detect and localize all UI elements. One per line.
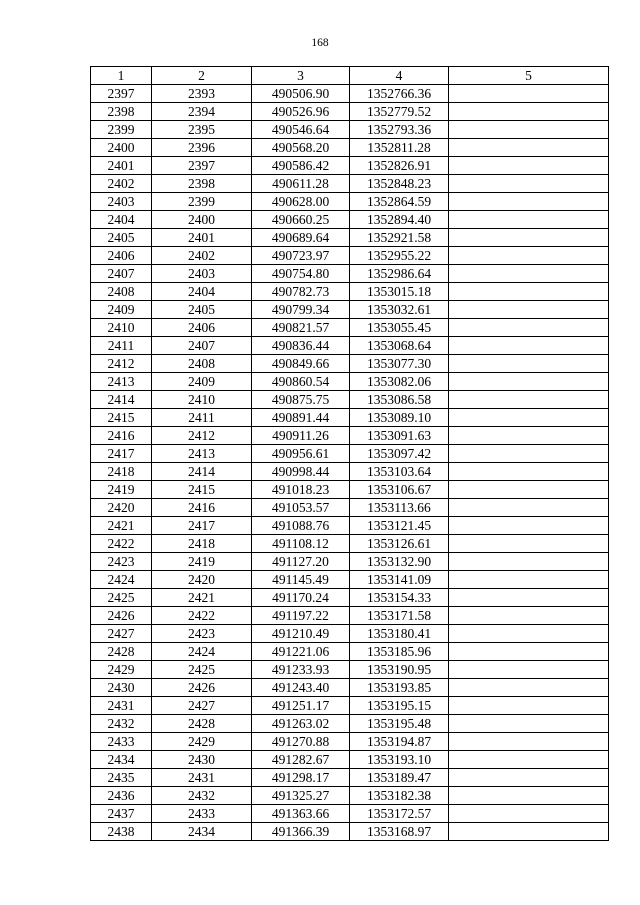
- table-cell-col-2: 2421: [152, 589, 252, 607]
- table-cell-col-4: 1352921.58: [350, 229, 449, 247]
- table-cell-col-2: 2404: [152, 283, 252, 301]
- column-header-1: 1: [91, 67, 152, 85]
- table-row: [91, 733, 609, 751]
- table-row: [91, 175, 609, 193]
- table-cell-col-5: [449, 193, 609, 211]
- page-number: 168: [311, 37, 329, 49]
- table-cell-col-3: 491170.24: [252, 589, 350, 607]
- table-cell-col-5: [449, 85, 609, 103]
- table-cell-col-5: [449, 121, 609, 139]
- table-header-row: [91, 67, 609, 85]
- table-cell-col-2: 2396: [152, 139, 252, 157]
- table-cell-col-2: 2427: [152, 697, 252, 715]
- table-cell-col-5: [449, 355, 609, 373]
- table-cell-col-3: 490568.20: [252, 139, 350, 157]
- table-cell-col-3: 491243.40: [252, 679, 350, 697]
- table-row: [91, 697, 609, 715]
- table-cell-col-1: 2425: [91, 589, 152, 607]
- table-cell-col-4: 1353185.96: [350, 643, 449, 661]
- table-cell-col-3: 490506.90: [252, 85, 350, 103]
- table-cell-col-5: [449, 661, 609, 679]
- table-cell-col-4: 1353154.33: [350, 589, 449, 607]
- table-cell-col-2: 2414: [152, 463, 252, 481]
- table-cell-col-4: 1353180.41: [350, 625, 449, 643]
- table-cell-col-5: [449, 805, 609, 823]
- table-cell-col-3: 490660.25: [252, 211, 350, 229]
- table-cell-col-5: [449, 517, 609, 535]
- table-cell-col-4: 1353015.18: [350, 283, 449, 301]
- table-cell-col-2: 2420: [152, 571, 252, 589]
- table-row: [91, 751, 609, 769]
- table-cell-col-5: [449, 535, 609, 553]
- table-cell-col-5: [449, 337, 609, 355]
- table-cell-col-3: 491263.02: [252, 715, 350, 733]
- table-row: [91, 571, 609, 589]
- table-cell-col-1: 2398: [91, 103, 152, 121]
- table-cell-col-2: 2412: [152, 427, 252, 445]
- table-cell-col-4: 1353141.09: [350, 571, 449, 589]
- table-cell-col-3: 490998.44: [252, 463, 350, 481]
- table-row: [91, 643, 609, 661]
- table-cell-col-4: 1353172.57: [350, 805, 449, 823]
- table-cell-col-1: 2423: [91, 553, 152, 571]
- table-cell-col-1: 2400: [91, 139, 152, 157]
- table-cell-col-4: 1353126.61: [350, 535, 449, 553]
- table-cell-col-2: 2418: [152, 535, 252, 553]
- table-row: [91, 139, 609, 157]
- table-row: [91, 85, 609, 103]
- table-cell-col-1: 2413: [91, 373, 152, 391]
- table-cell-col-2: 2413: [152, 445, 252, 463]
- table-cell-col-5: [449, 679, 609, 697]
- table-cell-col-4: 1353193.10: [350, 751, 449, 769]
- table-row: [91, 607, 609, 625]
- table-cell-col-1: 2426: [91, 607, 152, 625]
- table-cell-col-3: 491221.06: [252, 643, 350, 661]
- table-cell-col-1: 2418: [91, 463, 152, 481]
- table-cell-col-1: 2410: [91, 319, 152, 337]
- table-cell-col-2: 2422: [152, 607, 252, 625]
- table-cell-col-4: 1353103.64: [350, 463, 449, 481]
- table-cell-col-3: 490754.80: [252, 265, 350, 283]
- table-cell-col-4: 1353068.64: [350, 337, 449, 355]
- table-cell-col-5: [449, 175, 609, 193]
- table-row: [91, 157, 609, 175]
- table-cell-col-3: 490956.61: [252, 445, 350, 463]
- table-cell-col-3: 491366.39: [252, 823, 350, 841]
- table-cell-col-2: 2430: [152, 751, 252, 769]
- table-cell-col-4: 1352864.59: [350, 193, 449, 211]
- table-cell-col-2: 2399: [152, 193, 252, 211]
- table-body: [91, 85, 609, 841]
- table-row: [91, 661, 609, 679]
- table-cell-col-3: 490586.42: [252, 157, 350, 175]
- table-cell-col-4: 1353077.30: [350, 355, 449, 373]
- table-cell-col-1: 2399: [91, 121, 152, 139]
- table-cell-col-4: 1353195.48: [350, 715, 449, 733]
- table-cell-col-5: [449, 787, 609, 805]
- table-cell-col-3: 491145.49: [252, 571, 350, 589]
- table-cell-col-5: [449, 139, 609, 157]
- table-cell-col-5: [449, 697, 609, 715]
- table-cell-col-4: 1353193.85: [350, 679, 449, 697]
- table-row: [91, 121, 609, 139]
- table-cell-col-2: 2416: [152, 499, 252, 517]
- table-cell-col-4: 1353113.66: [350, 499, 449, 517]
- table-cell-col-3: 491282.67: [252, 751, 350, 769]
- table-cell-col-3: 490799.34: [252, 301, 350, 319]
- table-cell-col-1: 2420: [91, 499, 152, 517]
- table-cell-col-5: [449, 589, 609, 607]
- table-cell-col-3: 491233.93: [252, 661, 350, 679]
- table-cell-col-3: 490526.96: [252, 103, 350, 121]
- table-cell-col-1: 2430: [91, 679, 152, 697]
- table-cell-col-5: [449, 103, 609, 121]
- table-cell-col-4: 1353055.45: [350, 319, 449, 337]
- table-cell-col-1: 2403: [91, 193, 152, 211]
- table-row: [91, 823, 609, 841]
- table-cell-col-3: 491108.12: [252, 535, 350, 553]
- table-row: [91, 211, 609, 229]
- table-cell-col-3: 491270.88: [252, 733, 350, 751]
- table-row: [91, 463, 609, 481]
- table-cell-col-3: 490782.73: [252, 283, 350, 301]
- table-row: [91, 625, 609, 643]
- table-cell-col-1: 2404: [91, 211, 152, 229]
- table-cell-col-3: 490891.44: [252, 409, 350, 427]
- table-cell-col-2: 2434: [152, 823, 252, 841]
- table-row: [91, 247, 609, 265]
- table-cell-col-4: 1353106.67: [350, 481, 449, 499]
- table-cell-col-4: 1352894.40: [350, 211, 449, 229]
- table-cell-col-2: 2400: [152, 211, 252, 229]
- table-cell-col-1: 2434: [91, 751, 152, 769]
- table-cell-col-3: 490875.75: [252, 391, 350, 409]
- table-cell-col-1: 2411: [91, 337, 152, 355]
- table-cell-col-1: 2424: [91, 571, 152, 589]
- table-cell-col-1: 2415: [91, 409, 152, 427]
- table-cell-col-2: 2425: [152, 661, 252, 679]
- column-header-4: 4: [350, 67, 449, 85]
- table-cell-col-5: [449, 229, 609, 247]
- table-cell-col-4: 1353195.15: [350, 697, 449, 715]
- table-row: [91, 337, 609, 355]
- table-cell-col-3: 490849.66: [252, 355, 350, 373]
- table-cell-col-4: 1353194.87: [350, 733, 449, 751]
- table-row: [91, 373, 609, 391]
- table-cell-col-5: [449, 553, 609, 571]
- table-cell-col-1: 2406: [91, 247, 152, 265]
- table-cell-col-3: 490911.26: [252, 427, 350, 445]
- table-cell-col-4: 1352779.52: [350, 103, 449, 121]
- table-cell-col-1: 2407: [91, 265, 152, 283]
- table-cell-col-4: 1352955.22: [350, 247, 449, 265]
- table-cell-col-4: 1352811.28: [350, 139, 449, 157]
- table-cell-col-2: 2409: [152, 373, 252, 391]
- table-cell-col-4: 1353171.58: [350, 607, 449, 625]
- table-cell-col-2: 2428: [152, 715, 252, 733]
- table-cell-col-2: 2407: [152, 337, 252, 355]
- table-cell-col-1: 2409: [91, 301, 152, 319]
- table-cell-col-4: 1353082.06: [350, 373, 449, 391]
- table-cell-col-3: 491298.17: [252, 769, 350, 787]
- table-cell-col-3: 491210.49: [252, 625, 350, 643]
- coordinates-table: [90, 66, 609, 841]
- table-row: [91, 589, 609, 607]
- table-cell-col-5: [449, 427, 609, 445]
- table-row: [91, 787, 609, 805]
- table-cell-col-1: 2428: [91, 643, 152, 661]
- table-cell-col-4: 1353091.63: [350, 427, 449, 445]
- table-cell-col-3: 490821.57: [252, 319, 350, 337]
- table-cell-col-2: 2398: [152, 175, 252, 193]
- table-cell-col-5: [449, 247, 609, 265]
- table-cell-col-1: 2433: [91, 733, 152, 751]
- table-cell-col-2: 2433: [152, 805, 252, 823]
- table-cell-col-4: 1352986.64: [350, 265, 449, 283]
- table-cell-col-2: 2394: [152, 103, 252, 121]
- table-cell-col-5: [449, 607, 609, 625]
- table-cell-col-3: 491018.23: [252, 481, 350, 499]
- table-cell-col-4: 1353086.58: [350, 391, 449, 409]
- column-header-3: 3: [252, 67, 350, 85]
- table-cell-col-1: 2408: [91, 283, 152, 301]
- table-cell-col-3: 491053.57: [252, 499, 350, 517]
- table-cell-col-5: [449, 265, 609, 283]
- table-cell-col-4: 1353190.95: [350, 661, 449, 679]
- table-cell-col-4: 1353089.10: [350, 409, 449, 427]
- table-cell-col-5: [449, 751, 609, 769]
- table-row: [91, 553, 609, 571]
- table-cell-col-5: [449, 391, 609, 409]
- table-cell-col-5: [449, 211, 609, 229]
- table-cell-col-1: 2414: [91, 391, 152, 409]
- table-cell-col-1: 2429: [91, 661, 152, 679]
- table-cell-col-1: 2416: [91, 427, 152, 445]
- table-cell-col-5: [449, 463, 609, 481]
- table-cell-col-1: 2436: [91, 787, 152, 805]
- table-cell-col-3: 491127.20: [252, 553, 350, 571]
- table-cell-col-5: [449, 823, 609, 841]
- table-cell-col-4: 1353189.47: [350, 769, 449, 787]
- table-row: [91, 769, 609, 787]
- table-cell-col-1: 2401: [91, 157, 152, 175]
- table-cell-col-4: 1353168.97: [350, 823, 449, 841]
- table-cell-col-1: 2402: [91, 175, 152, 193]
- table-cell-col-2: 2432: [152, 787, 252, 805]
- table-cell-col-5: [449, 643, 609, 661]
- table-cell-col-5: [449, 481, 609, 499]
- table-cell-col-1: 2427: [91, 625, 152, 643]
- table-cell-col-3: 491088.76: [252, 517, 350, 535]
- table-cell-col-3: 490723.97: [252, 247, 350, 265]
- table-cell-col-1: 2422: [91, 535, 152, 553]
- table-cell-col-1: 2435: [91, 769, 152, 787]
- table-row: [91, 103, 609, 121]
- table-cell-col-2: 2419: [152, 553, 252, 571]
- table-cell-col-5: [449, 319, 609, 337]
- table-cell-col-5: [449, 157, 609, 175]
- table-row: [91, 265, 609, 283]
- table-cell-col-4: 1353121.45: [350, 517, 449, 535]
- table-row: [91, 481, 609, 499]
- table-row: [91, 355, 609, 373]
- table-row: [91, 679, 609, 697]
- table-cell-col-2: 2415: [152, 481, 252, 499]
- table-cell-col-4: 1353097.42: [350, 445, 449, 463]
- table-cell-col-2: 2429: [152, 733, 252, 751]
- table-cell-col-5: [449, 571, 609, 589]
- table-cell-col-1: 2431: [91, 697, 152, 715]
- table-cell-col-4: 1353182.38: [350, 787, 449, 805]
- table-cell-col-4: 1352826.91: [350, 157, 449, 175]
- table-cell-col-3: 490689.64: [252, 229, 350, 247]
- table-cell-col-1: 2417: [91, 445, 152, 463]
- table-cell-col-2: 2410: [152, 391, 252, 409]
- table-row: [91, 499, 609, 517]
- table-cell-col-4: 1352766.36: [350, 85, 449, 103]
- table-row: [91, 409, 609, 427]
- table-row: [91, 445, 609, 463]
- table-cell-col-2: 2402: [152, 247, 252, 265]
- table-cell-col-2: 2426: [152, 679, 252, 697]
- table-row: [91, 283, 609, 301]
- table-cell-col-3: 491325.27: [252, 787, 350, 805]
- table-cell-col-2: 2393: [152, 85, 252, 103]
- table-cell-col-2: 2424: [152, 643, 252, 661]
- table-cell-col-1: 2438: [91, 823, 152, 841]
- table-cell-col-5: [449, 373, 609, 391]
- table-cell-col-5: [449, 445, 609, 463]
- table-cell-col-5: [449, 715, 609, 733]
- table-row: [91, 535, 609, 553]
- table-cell-col-1: 2412: [91, 355, 152, 373]
- table-cell-col-5: [449, 769, 609, 787]
- table-row: [91, 193, 609, 211]
- table-cell-col-4: 1352793.36: [350, 121, 449, 139]
- table-cell-col-4: 1353132.90: [350, 553, 449, 571]
- table-cell-col-1: 2397: [91, 85, 152, 103]
- table-cell-col-3: 491197.22: [252, 607, 350, 625]
- table-cell-col-2: 2403: [152, 265, 252, 283]
- table-cell-col-4: 1353032.61: [350, 301, 449, 319]
- table-cell-col-1: 2421: [91, 517, 152, 535]
- table-row: [91, 805, 609, 823]
- table-cell-col-3: 490860.54: [252, 373, 350, 391]
- table-cell-col-2: 2406: [152, 319, 252, 337]
- table-row: [91, 229, 609, 247]
- table-cell-col-2: 2401: [152, 229, 252, 247]
- table-cell-col-5: [449, 733, 609, 751]
- table-cell-col-2: 2423: [152, 625, 252, 643]
- table-cell-col-5: [449, 499, 609, 517]
- table-cell-col-2: 2397: [152, 157, 252, 175]
- table-cell-col-2: 2408: [152, 355, 252, 373]
- table-cell-col-5: [449, 283, 609, 301]
- table-cell-col-2: 2417: [152, 517, 252, 535]
- table-cell-col-3: 490628.00: [252, 193, 350, 211]
- column-header-2: 2: [152, 67, 252, 85]
- table-cell-col-3: 490611.28: [252, 175, 350, 193]
- table-cell-col-1: 2432: [91, 715, 152, 733]
- table-cell-col-5: [449, 625, 609, 643]
- table-cell-col-2: 2405: [152, 301, 252, 319]
- table-cell-col-3: 490546.64: [252, 121, 350, 139]
- table-cell-col-1: 2419: [91, 481, 152, 499]
- table-row: [91, 391, 609, 409]
- table-row: [91, 301, 609, 319]
- table-cell-col-4: 1352848.23: [350, 175, 449, 193]
- table-row: [91, 427, 609, 445]
- table-cell-col-5: [449, 409, 609, 427]
- table-cell-col-1: 2437: [91, 805, 152, 823]
- table-cell-col-3: 491251.17: [252, 697, 350, 715]
- table-row: [91, 517, 609, 535]
- table-cell-col-2: 2395: [152, 121, 252, 139]
- column-header-5: 5: [449, 67, 609, 85]
- table-row: [91, 715, 609, 733]
- table-cell-col-1: 2405: [91, 229, 152, 247]
- table-row: [91, 319, 609, 337]
- table-cell-col-2: 2411: [152, 409, 252, 427]
- table-cell-col-5: [449, 301, 609, 319]
- table-cell-col-3: 490836.44: [252, 337, 350, 355]
- table-cell-col-2: 2431: [152, 769, 252, 787]
- table-cell-col-3: 491363.66: [252, 805, 350, 823]
